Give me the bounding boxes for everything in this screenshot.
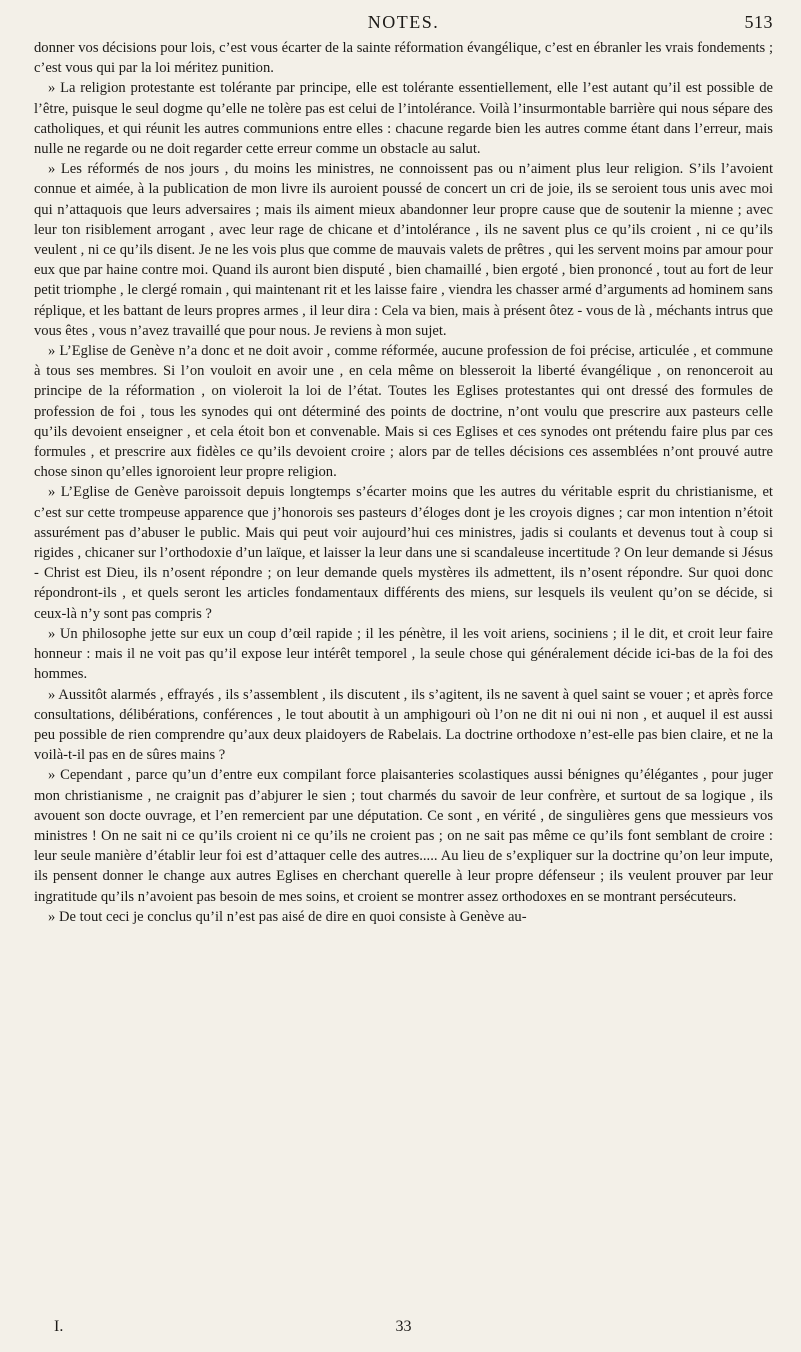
running-head — [34, 12, 773, 38]
paragraph: » L’Eglise de Genève n’a donc et ne doit avoir , comme réformée, aucune profession de foi précise, articulée , et commune à tous ses membres. Si l’on vouloit en avoir une , en cela même on blesseroit la liberté évangélique , on renonceroit au principe de la réformation , on violeroit la loi de l’état. Toutes les Eglises protestantes qui ont dressé des formules de profession de foi , tous les synodes qui ont déterminé des points de doctrine, n’ont voulu que prescrire aux pasteurs celle qu’ils devoient enseigner , et cela étoit bon et convenable. Mais si ces Eglises et ces synodes ont prétendu faire plus par ces formules , et prescrire aux fidèles ce qu’ils devoient croire ; alors par de telles décisions ces assemblées n’ont prouvé autre chose sinon qu’elles ignoroient leur propre religion. — [34, 343, 773, 481]
paragraph: » Un philosophe jette sur eux un coup d’œil rapide ; il les pénètre, il les voit ariens, sociniens ; il le dit, et croit leur faire honneur : mais il ne voit pas qu’il expose leur intérêt temporel , la seule chose qui généralement décide ici-bas de la foi des hommes. — [34, 625, 773, 683]
paragraph: » Aussitôt alarmés , effrayés , ils s’assemblent , ils discutent , ils s’agitent, ils ne savent à quel saint se vouer ; et après force consultations, délibérations, conférences , le tout aboutit à un amphigouri où l’on ne dit ni oui ni non , et auquel il est aussi peu possible de rien comprendre qu’aux deux plaidoyers de Rabelais. La doctrine orthodoxe n’est-elle pas bien claire, et ne la voilà-t-il pas en de sûres mains ? — [34, 686, 773, 764]
sheet-number: 33 — [395, 1318, 412, 1335]
body-text — [34, 38, 773, 927]
paragraph: » Cependant , parce qu’un d’entre eux compilant force plaisanteries scolastiques aussi bénignes qu’élégantes , pour juger mon christianisme , ne craignit pas d’abjurer le sien ; tout charmés du savoir de leur confrère, et surtout de sa logique , ils avouent son docte ouvrage, et l’en remercient par une députation. Ce sont , en vérité , de singulières gens que messieurs vos ministres ! On ne sait ni ce qu’ils croient ni ce qu’ils ne croient pas ; on ne sait pas même ce qu’ils font semblant de croire : leur seule manière d’établir leur foi est d’attaquer celle des autres..... Au lieu de s’expliquer sur la doctrine qu’on leur impute, ils pensent donner le change aux autres Eglises en cherchant querelle à leur propre défenseur ; ils veulent prouver par leur ingratitude qu’ils n’avoient pas besoin de mes soins, et croient se montrer assez orthodoxes en se montrant persécuteurs. — [34, 767, 773, 905]
page-number: 513 — [744, 12, 773, 32]
paragraph: » La religion protestante est tolérante par principe, elle est tolérante essentiellement, elle l’est autant qu’il est possible de l’être, puisque le seul dogme qu’elle ne tolère pas est celui de l’intolérance. Voilà l’insurmontable barrière qui nous sépare des catholiques, et qui réunit les autres communions entre elles : chacune regarde bien les autres comme étant dans l’erreur, mais nulle ne regarde ou ne doit regarder cette erreur comme un obstacle au salut. — [34, 80, 773, 158]
page-footer — [34, 1318, 773, 1340]
paragraph: » Les réformés de nos jours , du moins les ministres, ne connoissent pas ou n’aiment plus leur religion. S’ils l’avoient connue et aimée, à la publication de mon livre ils auroient poussé de concert un cri de joie, ils se seroient tous unis avec moi qui n’attaquois que leurs adversaires ; mais ils aiment mieux abandonner leur propre cause que de soutenir la mienne ; avec leur ton risiblement arrogant , avec leur rage de chicane et d’intolérance , ils ne savent plus ce qu’ils croient , ni ce qu’ils veulent , ni ce qu’ils disent. Je ne les vois plus que comme de mauvais valets de prêtres , qui les servent moins par amour pour eux que par haine contre moi. Quand ils auront bien disputé , bien chamaillé , bien ergoté , bien prononcé , tout au fort de leur petit triomphe , le clergé romain , qui maintenant rit et les laisse faire , viendra les chasser armé d’arguments ad hominem sans réplique, et les battant de leurs propres armes , il leur dira : Cela va bien, mais à présent ôtez - vous de là , méchants intrus que vous êtes , vous n’avez travaillé que pour nous. Je reviens à mon sujet. — [34, 161, 773, 339]
running-title: NOTES. — [367, 12, 440, 32]
paragraph: donner vos décisions pour lois, c’est vous écarter de la sainte réformation évangélique, c’est en ébranler les vrais fondements ; c’est vous qui par la loi méritez punition. — [34, 40, 773, 77]
paragraph: » L’Eglise de Genève paroissoit depuis longtemps s’écarter moins que les autres du véritable esprit du christianisme, et c’est sur cette trompeuse apparence que j’honorois ses pasteurs d’éloges dont je les croyois dignes ; car mon intention n’étoit assurément pas d’abuser le public. Mais qui peut voir aujourd’hui ces ministres, jadis si coulants et devenus tout à coup si rigides , chicaner sur l’orthodoxie d’un laïque, et laisser la leur dans une si scandaleuse incertitude ? On leur demande si Jésus - Christ est Dieu, ils n’osent répondre ; on leur demande quels mystères ils admettent, ils n’osent répondre. Sur quoi donc répondront-ils , et quels seront les articles fondamentaux différents des miens, sur lesquels ils veulent qu’on se décide, si ceux-là n’y sont pas compris ? — [34, 484, 773, 622]
signature-mark: I. — [54, 1318, 64, 1335]
paragraph: » De tout ceci je conclus qu’il n’est pas aisé de dire en quoi consiste à Genève au- — [48, 908, 527, 925]
